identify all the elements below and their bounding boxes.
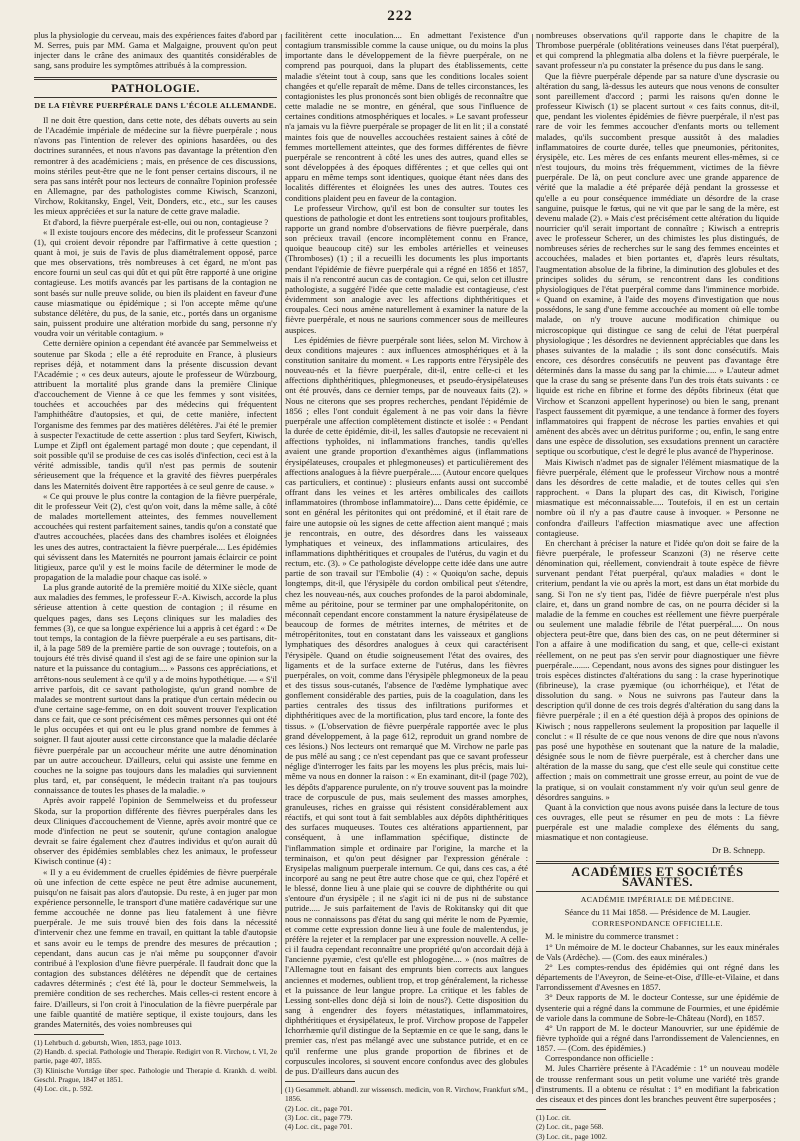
footnote-rule [536,1109,606,1110]
paragraph: Correspondance non officielle : [545,1053,654,1064]
footnote-rule [285,1081,355,1082]
footnote: (2) Loc. cit., page 701. [285,1103,353,1113]
column-1 [34,30,277,1100]
paragraph: Quant à la conviction que nous avons puisée dans la lecture de tous ces ouvrages, elle peut se résumer en peu de mots : La fièvre puerpérale est une maladie complexe des éléments du sang, miasmatique et non contagieuse. [536,801,779,843]
paragraph: Cette dernière opinion a cependant été avancée par Semmelweiss et soutenue par Skoda ; elle a été reproduite en France, à plusieurs reprises déjà, et notamment dans la présente discussion devant l'Académie ; « ces deux auteurs, ajoute le professeur de Würzbourg, attribuent la mortalité plus grande dans la première Clinique d'accouchement de Vienne à ce que les femmes y sont visitées, touchées et accouchées par des médecins qui fréquentent l'amphithéâtre d'autopsies, et qui, de cette manière, infectent l'organisme des femmes par des matières délétères. J'ai été le premier à suspecter l'exactitude de cette assertion : plus tard Seyfert, Kiwisch, Lumpe et Zipfl ont également partagé mon doute ; que cependant, il soit possible qu'il se produise de ces cas isolés d'infection, ceci est à la vérité admissible, tandis qu'il n'est pas permis de soutenir sérieusement que la fréquence et la gravité des fièvres puerpérales dans les Maternités doivent être rapportées à ce seul genre de cause. » [34,338,277,491]
article-title: DE LA FIÈVRE PUERPÉRALE DANS L'ÉCOLE ALLEMANDE. [34,100,277,110]
author-signature: Dr B. Schnepp. [712,844,765,855]
paragraph: « Il existe toujours encore des médecins, dit le professeur Scanzoni (1), qui croient devoir répondre par l'affirmative à cette question ; quant à moi, je suis de l'avis de plus diamétralement opposé, parce que mes observations, très nombreuses à cet égard, ne m'ont pas encore fourni un seul cas qui dût et qui pût être rapporté à une origine contagieuse. Les motifs avancés par les partisans de la contagion ne sont basés sur nulle preuve solide, ou bien ils plaident en faveur d'une cause miasmatique ou épidémique ; si l'on accepte même qu'une substance délétère, du pus, de la sanie, etc., portés dans un organisme sain, puissent produire une altération morbide du sang, personne n'y voudra voir un véritable contagium. » [34,226,277,339]
intro-paragraph: plus la physiologie du cerveau, mais des expériences faites d'abord par M. Serres, puis par MM. Gama et Malgaigne, prouvent qu'on peut injecter dans le crâne des animaux des quantités considérables de sang, sans produire les symptômes attribués à la compression. [34,30,277,71]
paragraph: 4° Un rapport de M. le docteur Manouvrier, sur une épidémie de fièvre typhoïde qui a régné dans l'arrondissement de Valenciennes, en 1857. — (Com. des épidémies.) [536,1022,779,1054]
footnote: (3) Loc. cit., page 1002. [536,1131,608,1141]
column-2 [285,30,528,1131]
paragraph: 1° Un mémoire de M. le docteur Chabannes, sur les eaux minérales de Vals (Ardèche). — (Com. des eaux minérales.) [536,941,779,962]
paragraph: M. Jules Charrière présente à l'Académie : 1° un nouveau modèle de trousse renfermant sous un petit volume une variété très grande d'instruments. Il a obtenu ce résultat : 1° en modifiant la fabrication des ciseaux et des pinces dont les branches peuvent être superposées ; [536,1063,779,1104]
paragraph: Que la fièvre puerpérale dépende par sa nature d'une dyscrasie ou altération du sang, là-dessus les auteurs que nous venons de consulter sont pareillement d'accord ; parmi les raisons qu'en donne le professeur Kiwisch (1) se placent surtout « ces faits connus, dit-il, que, pendant les violentes épidémies de fièvre puerpérale, il n'est pas rare de voir les femmes accoucher d'enfants morts ou tellement malades, qu'ils succombent presque aussitôt à des maladies inflammatoires de courte durée, telles que pneumonies, péritonites, érysipèle, etc. Les mères de ces enfants meurent elles-mêmes, si ce n'est toujours, du moins très fréquemment, victimes de la fièvre puerpérale. De là, on peut conclure avec une grande apparence de vérité que la maladie a été préparée déjà pendant la grossesse et qu'elle a eu pour conséquence immédiate un désordre de la crase sanguine, puisque le fœtus, qui ne vit que par le sang de la mère, est devenu malade (2). » Mais c'est précisément cette altération du liquide nourricier qu'il serait important de connaître ; Kiwisch a entrepris avec le professeur Scherer, un des chimistes les plus distingués, de nombreuses séries de recherches sur le sang des femmes enceintes et accouchées, malades et bien portantes et, d'après leurs résultats, l'augmentation absolue de la fibrine, la diminution des globules et des principes solides du sérum, se rencontrent dans les conditions physiologiques de l'état puerpéral comme dans l'imminence morbide. « Quand on examine, à l'aide des moyens d'investigation que nous possédons, le sang d'une femme accouchée au moment où elle tombe malade, on n'y trouve aucune modification chimique ou microscopique qui distingue ce sang de celui de l'état puerpéral physiologique ; les désordres ne deviennent appréciables que dans les phases suivantes de la maladie ; ils sont donc consécutifs. Mais encore, ces désordres consécutifs ne peuvent pas d'avantage être déterminés dans la masse du sang par la chimie..... » L'auteur admet que la crase du sang se présente dans l'un des trois états suivants : ce liquide est riche en fibrine et forme des dépôts fibrineux (état que Virchow et Scanzoni appellent hyperinose) ou bien le sang, prenant l'aspect faussement dit pyæmique, a une tendance à former des foyers inflammatoires qui frappent de nécrose les parties envahies et qui amènent des abcès avec un détritus puriforme ; ou, enfin, le sang entre dans une espèce de dissolution, ses exsudations prennent un caractère septique ou scorbutique, c'est le degré le plus avancé de l'hyperinose. [536,70,779,457]
section-rule [536,861,779,864]
footnote: (3) Klinische Vorträge über spec. Pathologie und Therapie d. Krankh. d. weibl. Geschl. Prague, 1847 et 1851. [34,1065,277,1084]
paragraph: « Ce qui prouve le plus contre la contagion de la fièvre puerpérale, dit le professeur Veit (2), c'est qu'on voit, dans la même salle, à côté de malades mortellement atteintes, des femmes nouvellement accouchées qui restent parfaitement saines, tandis qu'on a constaté que d'autres accouchées, placées dans des chambres isolées et éloignées les unes des autres, contractaient la fièvre puerpérale.... Les épidémies qui sévissent dans les Maternités ne pourront jamais éclaircir ce point litigieux, parce qu'il y est le moins facile de déterminer le mode de propagation de la maladie pour chaque cas isolé. » [34,490,277,582]
footnote-rule [34,1034,104,1035]
footnotes [34,1034,277,1093]
paragraph: 2° Les comptes-rendus des épidémies qui ont régné dans les départements de l'Aveyron, de Seine-et-Oise, d'Ille-et-Vilaine, et dans l'arrondissement d'Avesnes en 1857. [536,961,779,993]
footnote: (1) Lehrbuch d. geburtsh, Wien, 1853, page 1013. [34,1038,182,1047]
footnote: (4) Loc. cit., p. 592. [34,1084,93,1094]
column-divider [532,34,533,1094]
paragraph: Après avoir rappelé l'opinion de Semmelweiss et du professeur Skoda, sur la proportion différente des fièvres puerpérales dans les deux Cliniques d'accouchement de Vienne, après avoir montré que ce mode d'infection ne peut se soutenir, qu'une contagion analogue devrait se faire également chez d'autres individus et qu'on aurait dû observer des épidémies semblables chez les animaux, le professeur Kiwisch continue (4) : [34,795,277,867]
section-rule [34,97,277,98]
section-title-pathologie: PATHOLOGIE. [111,80,200,95]
column-divider [281,34,282,1094]
paragraph: M. le ministre du commerce transmet : [545,931,679,942]
footnote: (1) Loc. cit. [536,1113,571,1123]
footnote: (1) Gesammelt. abhandl. zur wissensch. medicin, von R. Virchow, Frankfurt s/M., 1856. [285,1085,528,1104]
subsection-title: ACADÉMIE IMPÉRIALE DE MÉDECINE. [580,894,735,904]
paragraph: Le professeur Virchow, qu'il est bon de consulter sur toutes les questions de pathologie et dont les entretiens sont toujours profitables, rapporte un grand nombre d'observations de fièvre puerpérale, dans son précieux travail (encore incomplètement connu en France, quoique beaucoup cité) sur les emboles artérielles et veineuses (Thromboses) (1) ; il a recueilli les documents les plus importants pendant l'épidémie de fièvre puerpérale qui a régné en 1856 et 1857, mais il n'a rencontré aucun cas de contagion. Ce qui, selon cet illustre pathologiste, a suggéré l'idée que cette maladie est contagieuse, c'est évidemment son analogie avec les affections diphthéritiques et croupales. Ceci nous amène naturellement à examiner la nature de la fièvre puerpérale, et nous ne saurions commencer sous de meilleures auspices. [285,202,528,335]
paragraph: Il ne doit être question, dans cette note, des débats ouverts au sein de l'Académie impériale de médecine sur la fièvre puerpérale ; nous n'avons pas l'intention de relever des opinions hasardées, ou des doctrines surannées, et nous n'avons pas davantage la prétention d'en remontrer à des académiciens ; mais, en présence de ces discussions, moins stériles peut-être que ne le font penser certains discours, il ne sera pas sans intérêt pour nos lecteurs de connaître l'opinion professée en Allemagne, par des pathologistes comme Kiwisch, Scanzoni, Virchow, Rokitansky, Engel, Veit, Donders, etc., etc., sur les causes les mieux appréciées et sur la nature de cette grave maladie. [34,114,277,217]
section-rule [34,77,277,80]
footnotes [536,1109,779,1141]
footnote: (2) Loc. cit., page 568. [536,1122,604,1132]
session-line: Séance du 11 Mai 1858. — Présidence de M. Laugier. [564,907,751,918]
paragraph: 3° Deux rapports de M. le docteur Contesse, sur une épidémie de dysenterie qui a régné dans la commune de Fourmies, et une épidémie de variole dans la commune de Sobre-le-Château (Nord), en 1857. [536,992,779,1023]
paragraph: nombreuses observations qu'il rapporte dans le chapitre de la Thrombose puerpérale (oblitérations veineuses dans l'état puerpéral), et qui comprend la phlegmatia alba dolens et la fièvre puerpérale, le savant professeur n'a pu constater la présence du pus dans le sang. [536,30,779,71]
footnote: (4) Loc. cit., page 701. [285,1121,353,1131]
page-number: 222 [387,8,413,24]
section-title-academies: ACADÉMIES ET SOCIÉTÉS SAVANTES. [571,864,744,889]
paragraph: Et d'abord, la fièvre puerpérale est-elle, oui ou non, contagieuse ? [43,216,269,227]
paragraph: Mais Kiwisch n'admet pas de signaler l'élément miasmatique de la fièvre puerpérale, élément que le professeur Virchow nous a montré dans les désordres de cette maladie, et de toutes celles qui s'en rapprochent. « Dans la plupart des cas, dit Kiwisch, l'origine miasmatique est méconnaissable..... Toutefois, il en est un certain nombre où il n'y a pas d'autre cause à invoquer. » Personne ne confondra d'ailleurs l'affection miasmatique avec une affection contagieuse. [536,456,779,538]
paragraph: En cherchant à préciser la nature et l'idée qu'on doit se faire de la fièvre puerpérale, le professeur Scanzoni (3) ne réserve cette dénomination qui, réellement, conviendrait à toute espèce de fièvre survenant pendant l'état puerpéral, qu'aux maladies « dont le criterium, pendant la vie ou après la mort, est dans un état morbide du sang. Si l'on ne s'y tient pas, l'idée de fièvre puerpérale n'est plus claire, et, dans un grand nombre de cas, on ne pourra décider si la maladie de la femme en couches est réellement une fièvre puerpérale ou seulement une maladie fébrile de l'état puerpéral..... On nous objectera peut-être que, dans bien des cas, on ne peut déterminer si l'on a affaire à une modification du sang, et que, celle-ci existant réellement, on ne peut pas s'en servir pour diagnostiquer une fièvre puerpérale........ Cependant, nous avons des signes pour distinguer les trois espèces distinctes d'altérations du sang : la crase hyperinotique (fibrineuse), la crase pyæmique (ou ichorrhéique), et l'état de dissolution du sang. » Nous ne suivrons pas l'auteur dans la description qu'il donne de ces trois degrés d'altération du sang dans la fièvre puerpérale ; il en a été question déjà à propos des opinions de Kiwisch ; nous rappellerons seulement la proposition par laquelle il conclut : « Il résulte de ce que nous venons de dire que nous n'avons pas posé une hypothèse en soutenant que la nature de la maladie, désignée sous le nom de fièvre puerpérale, est à chercher dans une altération de la masse du sang, que c'est elle seule qui constitue cette affection ; mais on commettrait une grosse erreur, au point de vue de la pratique, si on voulait constamment n'y voir qu'un seul genre de désordres sanguins. » [536,537,779,802]
footnote: (3) Loc. cit., page 779. [285,1112,353,1122]
correspondence-title: CORRESPONDANCE OFFICIELLE. [592,919,723,929]
section-rule [536,891,779,892]
paragraph: Les épidémies de fièvre puerpérale sont liées, selon M. Virchow à deux conditions majeures : aux influences atmosphériques et à la constitution sanitaire du moment. « Les rapports entre l'érysipèle des nouveau-nés et la fièvre puerpérale, dit-il, entre celle-ci et les affections diphthéritiques, phlegmoneuses, et pseudo-érysipélateuses ont été prouvés, dans ce dernier temps, par de nouveaux faits (2). » Nous ne citerons que ses propres recherches, pendant l'épidémie de 1856 ; elles l'ont conduit également à ne pas voir dans la fièvre puerpérale une affection complètement distincte et isolée : « Pendant la durée de cette épidémie, dit-il, les salles d'autopsie ne recevaient ni affections typhoïdes, ni inflammations franches, tandis qu'elles avaient une grande proportion d'exanthèmes aigus (inflammations érysipélateuses, croupales et phlegmoneuses) et particulièrement des affections analogues à la fièvre puerpérale..... (Autour encore quelques cas particuliers, et continue) : plusieurs enfants aussi ont succombé offrant dans les veines et les artères ombilicales des caillots inflammatoires (thrombose inflammatoire).... Dans cette épidémie, ce sont en général les péritonites qui ont prédominé, et il était rare de faire une autopsie où les signes de cette affection aient manqué ; mais je rencontrais, en outre, des désordres dans les vaisseaux lymphatiques et veineux, des inflammations articulaires, des inflammations diphthéritiques et croupales de l'utérus, du vagin et du rectum, etc. (3). » Ce pathologiste développe cette idée dans une autre partie de son travail sur l'Embolie (4) : « Quoiqu'on sache, depuis longtemps, dit-il, que l'érysipèle du cordon ombilical peut s'étendre, chez les nouveau-nés, aux couches profondes de la paroi abdominale, même au péritoine, pour se terminer par une omphalopéritonite, on méconnaît cependant encore constamment la nature érysipélateuse de beaucoup de formes de métrites internes, de métrites et de métropéritonites, tout en constatant dans les vaisseaux et ganglions lymphatiques des désordres analogues à ceux qui caractérisent l'érysipèle. Quand on étudie soigneusement l'état des ovaires, des ligaments et de la surface externe de l'utérus, dans les fièvres puerpérales, on voit, comme dans l'érysipèle phlegmoneux de la peau et des tissus sous-cutanés, l'absence de l'œdème lymphatique avec gonflement considérable des parties, puis de la coagulation, dans les parties centrales des tissus des infiltrations puriformes et diphthéritiques avec de la mortification, plus tard encore, la fonte des tissus. » (L'observation de fièvre puerpérale rapportée avec le plus grand développement, à la page 612, reproduit un grand nombre de ces lésions.) Nos lecteurs ont remarqué que M. Virchow ne parle pas de pus mêlé au sang ; ce n'est cependant pas que ce savant professeur néglige d'interroger les faits par les moyens les plus précis, mais lui-même va nous en donner la raison : « En examinant, dit-il (page 702), les dépôts d'apparence purulente, on n'y trouve souvent pas la moindre trace de corpuscule de pus, mais seulement des masses amorphes, granuleuses, riches en graisse qui résistent considérablement aux réactifs, et qui sont tout à fait semblables aux dépôts diphthéritiques des surfaces muqueuses. Toutes ces altérations appartiennent, par conséquent, à une inflammation spécifique, distincte de l'inflammation simple et ordinaire par l'origine, la marche et la terminaison, et qu'on peut désigner par l'expression générale : Erysipelas malignum puerperale internum. Ce qui, dans ces cas, a été incorporé au sang ne peut être autre chose que ce qui, chez l'opéré et le blessé, donne lieu à une plaie qui se couvre de diphthérite ou qui s'entoure d'un érysipèle ; il ne s'agit ici ni de pus ni de substance putride..... Je suis parfaitement de l'avis de Rokitansky qui dit que nous ne connaissons pas d'état du sang qui mérite le nom de Pyæmie, et comme cette expression donne lieu à une foule de malentendus, je préfère la rejeter et la remplacer par une expression nouvelle. A celle-ci il faudra cependant reconnaître une propriété qu'on accordait déjà à l'ancienne pyæmie, c'est qu'elle est phlogogène.... » (nos maîtres de l'Allemagne tout en faisant des emprunts bien corrects aux langues anciennes et modernes, oublient trop, et trop généralement, la richesse et la puissance de leur langue propre. La critique et les fables de Lessing sont-elles donc déjà si loin de nous?). Cette disposition du sang à engendrer des foyers métastatiques, inflammatoires, diphthéritiques et érysipélateux, le prof. Virchow propose de l'appeler Ichorrhæmie qu'il distingue de la Septæmie en ce que le sang, dans le premier cas, n'est pas mélangé avec une substance putride, et en ce qu'il renferme une plus grande proportion de fibrines et de corpuscules incolores, si souvent encore confondus avec des globules de pus. D'ailleurs dans aucun des [285,334,528,1076]
paragraph: « Il y a eu évidemment de cruelles épidémies de fièvre puerpérale où une infection de cette espèce ne peut être admise aucunement, puisqu'on ne faisait pas alors d'autopsie. Du reste, à en juger par mon expérience personnelle, le transport d'une matière cadavérique sur une femme accouchée ne donne pas lieu fatalement à une fièvre puerpérale. Je me suis trouvé bien des fois dans la nécessité d'intervenir chez une femme en travail, en quittant la table d'autopsie et sans avoir eu le temps de prendre des mesures de précaution ; cependant, dans aucun cas je n'ai même pu soupçonner d'avoir contribué à l'explosion d'une fièvre puerpérale. Il faudrait donc que la contagion des substances délétères ne dépendît que de certaines cadavres déterminés ; c'est été là, pour le docteur Semmelweis, la première condition de ses recherches. Mais celles-ci restent encore à faire. D'ailleurs, si l'on croit à l'inoculation de la fièvre puerpérale par une faible quantité de matière septique, il existe toujours, dans les grandes Maternités, des voies nombreuses qui [34,866,277,1029]
footnotes [285,1081,528,1131]
paragraph: facilitèrent cette inoculation.... En admettant l'existence d'un contagium transmissible comme la cause unique, ou du moins la plus importante dans le développement de la fièvre puerpérale, on ne comprend pas pourquoi, dans la plupart des établissements, cette maladie s'éteint tout à coup, sans que les conditions locales soient changées et qu'elle reparaît de même. Dans de telles circonstances, les contagionistes les plus prononcés sont bien obligés de reconnaître que cette maladie ne se montre, en général, que sous l'influence de certaines conditions atmosphériques et locales. » Le savant professeur n'a jamais vu la fièvre puerpérale se propager de lit en lit ; il a constaté maintes fois que de nouvelles accouchées restaient saines à côté de femmes mortellement atteintes, que des formes différentes de fièvre puerpérale se rencontrent à côté les unes des autres, quand elles se sont développées à des époques différentes ; et que celles qui ont apparu en même temps sont identiques, quoique étant nées dans des localités différentes et éloignées les unes des autres. Toutes ces conditions plaident peu en faveur de la contagion. [285,30,528,203]
paragraph: La plus grande autorité de la première moitié du XIXe siècle, quant aux maladies des femmes, le professeur F.-A. Kiwisch, accorde la plus sérieuse attention à cette question de contagion ; il résume en quelques pages, dans ses Leçons cliniques sur les maladies des femmes (3), ce que sa longue expérience lui a appris à cet égard : « De tout temps, la contagion de la fièvre puerpérale a eu ses partisans, dit-il, à la page 589 de la première partie de son ouvrage ; toutefois, on a toujours été très divisé quand il s'est agi de se faire une opinion sur la nature et la puissance du contagium.... » Passons ces appréciations, et arrêtons-nous seulement à ce qu'il y a de moins hypothétique. — « S'il arrive parfois, dit ce savant pathologiste, qu'un grand nombre de malades se montrent surtout dans la pratique d'un certain médecin ou d'une certaine sage-femme, on en doit souvent trouver l'explication dans ce fait, que ce sont précisément ces mêmes personnes qui ont été le plus occupées et qui ont eu le plus grand nombre de femmes à soigner. Il faut ajouter aussi cette circonstance que la maladie déclarée fièvre puerpérale par un accoucheur mérite une autre dénomination par un autre accoucheur. D'ailleurs, celui qui assiste une femme en couches ne la soigne pas toujours dans les maladies qui surviennent plus tard, et, par conséquent, le médecin traitant n'a pas toujours connaissance de toutes les phases de la maladie. » [34,582,277,796]
column-3 [536,30,779,1141]
footnote: (2) Handb. d. special. Pathologie und Therapie. Redigirt von R. Virchow, t. VI, 2e partie, page 407, 1855. [34,1047,277,1066]
